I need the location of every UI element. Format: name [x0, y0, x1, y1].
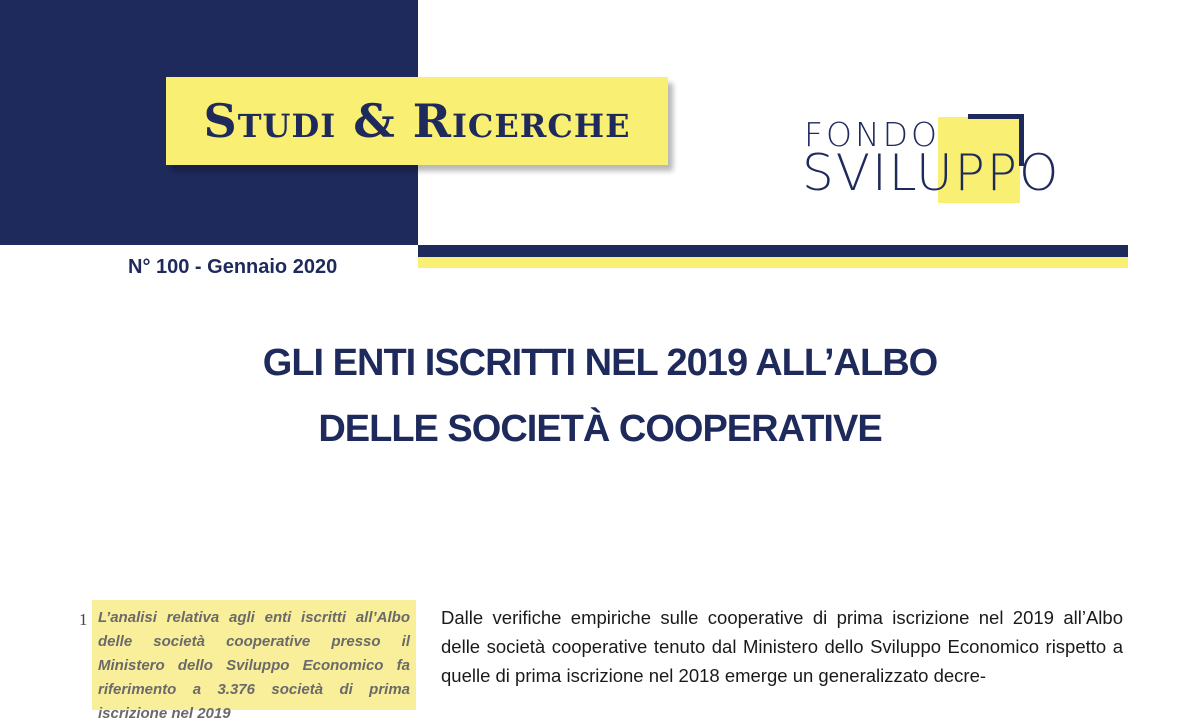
header-stripe-yellow [418, 257, 1128, 268]
logo-word-sviluppo: SVILUPPO [802, 144, 1061, 202]
header-stripe-navy [418, 245, 1128, 257]
page-title [0, 330, 1200, 462]
body-paragraph: Dalle verifiche empiriche sulle cooperative di prima iscrizione nel 2019 all’Albo delle società cooperative tenuto dal Ministero dello Sviluppo Economico rispetto a quelle di prima iscrizione nel 2018 emerge un generalizzato decre- [441, 607, 1123, 686]
fondo-sviluppo-logo [800, 112, 1110, 207]
footnote-number: 1 [79, 610, 88, 629]
series-title: Studi & Ricerche [166, 77, 668, 165]
page-title-line-2: DELLE SOCIETÀ COOPERATIVE [318, 408, 882, 450]
issue-number: N° 100 - Gennaio 2020 [128, 256, 338, 278]
logo-word-fondo: FONDO [804, 115, 941, 154]
footnote-box: L’analisi relativa agli enti iscritti all’Albo delle società cooperative presso il Ministero dello Sviluppo Economico fa riferimento a 3.376 società di prima iscrizione nel 2019 [92, 600, 416, 710]
page-title-line-1: GLI ENTI ISCRITTI NEL 2019 ALL’ALBO [262, 342, 938, 384]
